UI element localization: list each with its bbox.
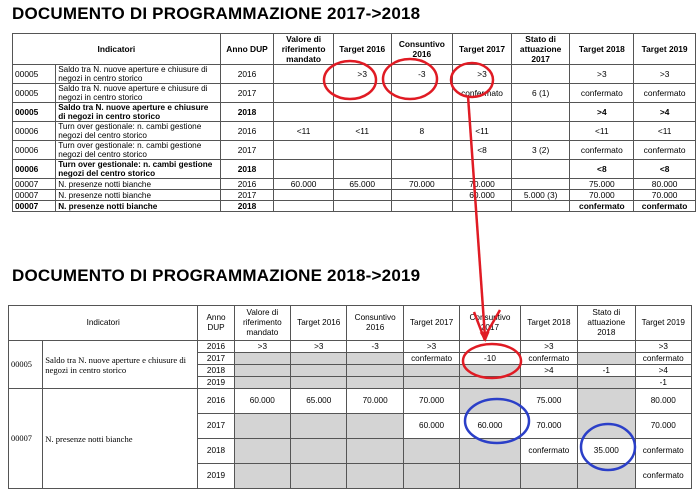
- cell-t2016: 65.000: [333, 179, 391, 190]
- cell-valore: [274, 190, 334, 201]
- cell-t2019: 70.000: [634, 190, 696, 201]
- doc2-header-cell: Anno DUP: [198, 306, 234, 341]
- cell-t2017: >3: [453, 65, 512, 84]
- doc1-header-cell: Target 2017: [453, 34, 512, 65]
- doc2-header-row: [9, 306, 692, 341]
- doc1-header-cell: Anno DUP: [220, 34, 273, 65]
- doc1-table-row: [13, 122, 696, 141]
- doc1-header-cell: Consuntivo 2016: [391, 34, 453, 65]
- cell-c2017: [460, 389, 520, 414]
- doc1-header-cell: Target 2019: [634, 34, 696, 65]
- doc2-header-cell: Valore di riferimento mandato: [234, 306, 290, 341]
- indicator-code: 00006: [13, 141, 56, 160]
- doc1-header-cell: Target 2016: [333, 34, 391, 65]
- doc2-table-row: [9, 341, 692, 353]
- cell-t2019: confermato: [634, 141, 696, 160]
- cell-year: 2016: [220, 179, 273, 190]
- cell-year: 2016: [220, 122, 273, 141]
- cell-c2017: [460, 365, 520, 377]
- cell-valore: [234, 439, 290, 464]
- cell-valore: [234, 464, 290, 489]
- cell-t2016: 65.000: [291, 389, 347, 414]
- cell-c2016: 70.000: [347, 389, 403, 414]
- cell-c2016: [391, 201, 453, 212]
- indicator-code: 00007: [13, 201, 56, 212]
- cell-c2016: [347, 439, 403, 464]
- cell-year: 2017: [198, 414, 234, 439]
- cell-stato: [578, 389, 635, 414]
- indicator-code: 00005: [13, 84, 56, 103]
- doc2-header-cell: Target 2017: [403, 306, 459, 341]
- cell-t2016: [333, 141, 391, 160]
- cell-t2018: 75.000: [570, 179, 634, 190]
- cell-t2019: -1: [635, 377, 692, 389]
- cell-c2017: 60.000: [460, 414, 520, 439]
- cell-t2019: confermato: [634, 201, 696, 212]
- cell-t2018: confermato: [570, 201, 634, 212]
- cell-stato: [511, 160, 570, 179]
- cell-year: 2018: [198, 439, 234, 464]
- cell-t2019: confermato: [635, 464, 692, 489]
- cell-valore: 60.000: [234, 389, 290, 414]
- cell-c2016: [347, 377, 403, 389]
- cell-stato: [578, 464, 635, 489]
- doc1-header-cell: Valore di riferimento mandato: [274, 34, 334, 65]
- cell-valore: >3: [234, 341, 290, 353]
- cell-t2016: [291, 414, 347, 439]
- cell-c2016: 8: [391, 122, 453, 141]
- cell-year: 2016: [198, 389, 234, 414]
- cell-year: 2018: [220, 103, 273, 122]
- cell-t2016: [291, 464, 347, 489]
- cell-year: 2017: [220, 141, 273, 160]
- cell-t2017: 60.000: [453, 190, 512, 201]
- cell-c2017: [460, 341, 520, 353]
- cell-c2017: -10: [460, 353, 520, 365]
- cell-t2019: confermato: [634, 84, 696, 103]
- doc2-header-cell: Indicatori: [9, 306, 198, 341]
- cell-t2017: 70.000: [453, 179, 512, 190]
- cell-t2017: <11: [453, 122, 512, 141]
- indicator-name: Saldo tra N. nuove aperture e chiusure di negozi in centro storico: [56, 103, 221, 122]
- cell-t2017: [403, 365, 459, 377]
- cell-t2016: [333, 84, 391, 103]
- cell-valore: [234, 414, 290, 439]
- doc1-title: DOCUMENTO DI PROGRAMMAZIONE 2017->2018: [12, 4, 421, 23]
- cell-t2017: >3: [403, 341, 459, 353]
- indicator-code: 00005: [13, 65, 56, 84]
- cell-t2018: 70.000: [520, 414, 577, 439]
- cell-stato: 5.000 (3): [511, 190, 570, 201]
- cell-stato: [511, 103, 570, 122]
- indicator-name: Saldo tra N. nuove aperture e chiusure di negozi in centro storico: [56, 84, 221, 103]
- doc2-header-cell: Consuntivo 2017: [460, 306, 520, 341]
- cell-stato: [511, 122, 570, 141]
- cell-stato: 3 (2): [511, 141, 570, 160]
- doc1-header-row: [13, 34, 696, 65]
- doc1-header-cell: Stato di attuazione 2017: [511, 34, 570, 65]
- cell-t2016: [333, 160, 391, 179]
- doc1-header-cell: Indicatori: [13, 34, 221, 65]
- indicator-name: N. presenze notti bianche: [56, 179, 221, 190]
- cell-t2019: >4: [634, 103, 696, 122]
- cell-valore: [234, 353, 290, 365]
- doc2-header-cell: Target 2018: [520, 306, 577, 341]
- cell-year: 2016: [220, 65, 273, 84]
- indicator-code: 00005: [13, 103, 56, 122]
- cell-t2018: 70.000: [570, 190, 634, 201]
- cell-c2017: [460, 439, 520, 464]
- cell-c2016: [347, 414, 403, 439]
- doc1-table-row: [13, 84, 696, 103]
- cell-t2017: confermato: [453, 84, 512, 103]
- cell-stato: [578, 377, 635, 389]
- cell-t2019: >3: [635, 341, 692, 353]
- cell-t2016: [333, 103, 391, 122]
- doc2-table-row: [9, 389, 692, 414]
- cell-c2016: [347, 353, 403, 365]
- indicator-name: N. presenze notti bianche: [43, 389, 198, 489]
- cell-t2018: confermato: [520, 353, 577, 365]
- doc2-header-cell: Stato di attuazione 2018: [578, 306, 635, 341]
- cell-valore: 60.000: [274, 179, 334, 190]
- cell-t2018: >4: [520, 365, 577, 377]
- cell-t2017: [453, 201, 512, 212]
- cell-t2019: confermato: [635, 439, 692, 464]
- cell-c2016: 70.000: [391, 179, 453, 190]
- cell-year: 2018: [198, 365, 234, 377]
- doc1-table-row: [13, 141, 696, 160]
- cell-valore: [274, 103, 334, 122]
- indicator-code: 00006: [13, 122, 56, 141]
- indicator-code: 00007: [13, 190, 56, 201]
- cell-c2016: [347, 365, 403, 377]
- cell-t2019: >4: [635, 365, 692, 377]
- cell-c2017: [460, 464, 520, 489]
- cell-t2017: [453, 160, 512, 179]
- cell-valore: <11: [274, 122, 334, 141]
- cell-t2018: <11: [570, 122, 634, 141]
- cell-stato: [578, 353, 635, 365]
- cell-stato: [578, 414, 635, 439]
- doc2-table: [8, 305, 692, 489]
- indicator-code: 00005: [9, 341, 43, 389]
- cell-valore: [274, 201, 334, 212]
- cell-t2017: [453, 103, 512, 122]
- cell-year: 2019: [198, 464, 234, 489]
- cell-t2016: [291, 377, 347, 389]
- cell-t2018: >4: [570, 103, 634, 122]
- cell-year: 2016: [198, 341, 234, 353]
- cell-t2018: >3: [520, 341, 577, 353]
- indicator-code: 00006: [13, 160, 56, 179]
- doc2-header-cell: Target 2019: [635, 306, 692, 341]
- doc2-header-cell: Consuntivo 2016: [347, 306, 403, 341]
- indicator-name: Saldo tra N. nuove aperture e chiusure di negozi in centro storico: [43, 341, 198, 389]
- cell-t2018: confermato: [570, 141, 634, 160]
- doc2-title: DOCUMENTO DI PROGRAMMAZIONE 2018->2019: [12, 266, 421, 285]
- cell-stato: [511, 179, 570, 190]
- cell-t2016: [333, 201, 391, 212]
- cell-stato: [578, 341, 635, 353]
- cell-year: 2019: [198, 377, 234, 389]
- doc1-table-row: [13, 179, 696, 190]
- indicator-name: Turn over gestionale: n. cambi gestione negozi del centro storico: [56, 122, 221, 141]
- cell-valore: [274, 84, 334, 103]
- cell-valore: [274, 160, 334, 179]
- cell-c2017: [460, 377, 520, 389]
- cell-t2019: 80.000: [635, 389, 692, 414]
- cell-stato: [511, 201, 570, 212]
- doc1-table-row: [13, 201, 696, 212]
- cell-year: 2017: [220, 190, 273, 201]
- cell-year: 2018: [220, 201, 273, 212]
- indicator-name: N. presenze notti bianche: [56, 190, 221, 201]
- cell-stato: 6 (1): [511, 84, 570, 103]
- cell-c2016: [347, 464, 403, 489]
- cell-t2016: [291, 353, 347, 365]
- cell-c2016: [391, 190, 453, 201]
- doc1-table-row: [13, 160, 696, 179]
- cell-stato: 35.000: [578, 439, 635, 464]
- cell-stato: -1: [578, 365, 635, 377]
- indicator-code: 00007: [9, 389, 43, 489]
- cell-t2019: confermato: [635, 353, 692, 365]
- cell-t2016: >3: [291, 341, 347, 353]
- cell-t2017: <8: [453, 141, 512, 160]
- cell-t2016: [291, 439, 347, 464]
- cell-t2016: [333, 190, 391, 201]
- cell-stato: [511, 65, 570, 84]
- cell-t2019: >3: [634, 65, 696, 84]
- indicator-name: N. presenze notti bianche: [56, 201, 221, 212]
- cell-year: 2017: [198, 353, 234, 365]
- cell-year: 2018: [220, 160, 273, 179]
- cell-c2016: [391, 103, 453, 122]
- indicator-name: Saldo tra N. nuove aperture e chiusure di negozi in centro storico: [56, 65, 221, 84]
- cell-t2017: confermato: [403, 353, 459, 365]
- cell-c2016: -3: [347, 341, 403, 353]
- indicator-code: 00007: [13, 179, 56, 190]
- doc1-table-row: [13, 65, 696, 84]
- cell-t2018: confermato: [570, 84, 634, 103]
- cell-t2017: 70.000: [403, 389, 459, 414]
- cell-year: 2017: [220, 84, 273, 103]
- cell-t2018: [520, 377, 577, 389]
- cell-t2018: >3: [570, 65, 634, 84]
- cell-t2016: <11: [333, 122, 391, 141]
- cell-c2016: [391, 84, 453, 103]
- cell-t2019: <8: [634, 160, 696, 179]
- cell-t2017: [403, 464, 459, 489]
- cell-t2018: confermato: [520, 439, 577, 464]
- cell-valore: [274, 65, 334, 84]
- cell-c2016: [391, 141, 453, 160]
- doc2-header-cell: Target 2016: [291, 306, 347, 341]
- cell-t2018: 75.000: [520, 389, 577, 414]
- cell-t2017: [403, 377, 459, 389]
- cell-t2019: <11: [634, 122, 696, 141]
- cell-valore: [234, 365, 290, 377]
- cell-t2018: <8: [570, 160, 634, 179]
- doc1-header-cell: Target 2018: [570, 34, 634, 65]
- cell-t2019: 80.000: [634, 179, 696, 190]
- doc1-table: [12, 33, 696, 212]
- indicator-name: Turn over gestionale: n. cambi gestione negozi del centro storico: [56, 160, 221, 179]
- doc1-table-row: [13, 103, 696, 122]
- cell-valore: [274, 141, 334, 160]
- cell-valore: [234, 377, 290, 389]
- cell-t2016: [291, 365, 347, 377]
- doc1-table-row: [13, 190, 696, 201]
- cell-c2016: [391, 160, 453, 179]
- cell-t2017: [403, 439, 459, 464]
- cell-t2017: 60.000: [403, 414, 459, 439]
- cell-t2018: [520, 464, 577, 489]
- cell-t2016: >3: [333, 65, 391, 84]
- indicator-name: Turn over gestionale: n. cambi gestione negozi del centro storico: [56, 141, 221, 160]
- cell-t2019: 70.000: [635, 414, 692, 439]
- cell-c2016: -3: [391, 65, 453, 84]
